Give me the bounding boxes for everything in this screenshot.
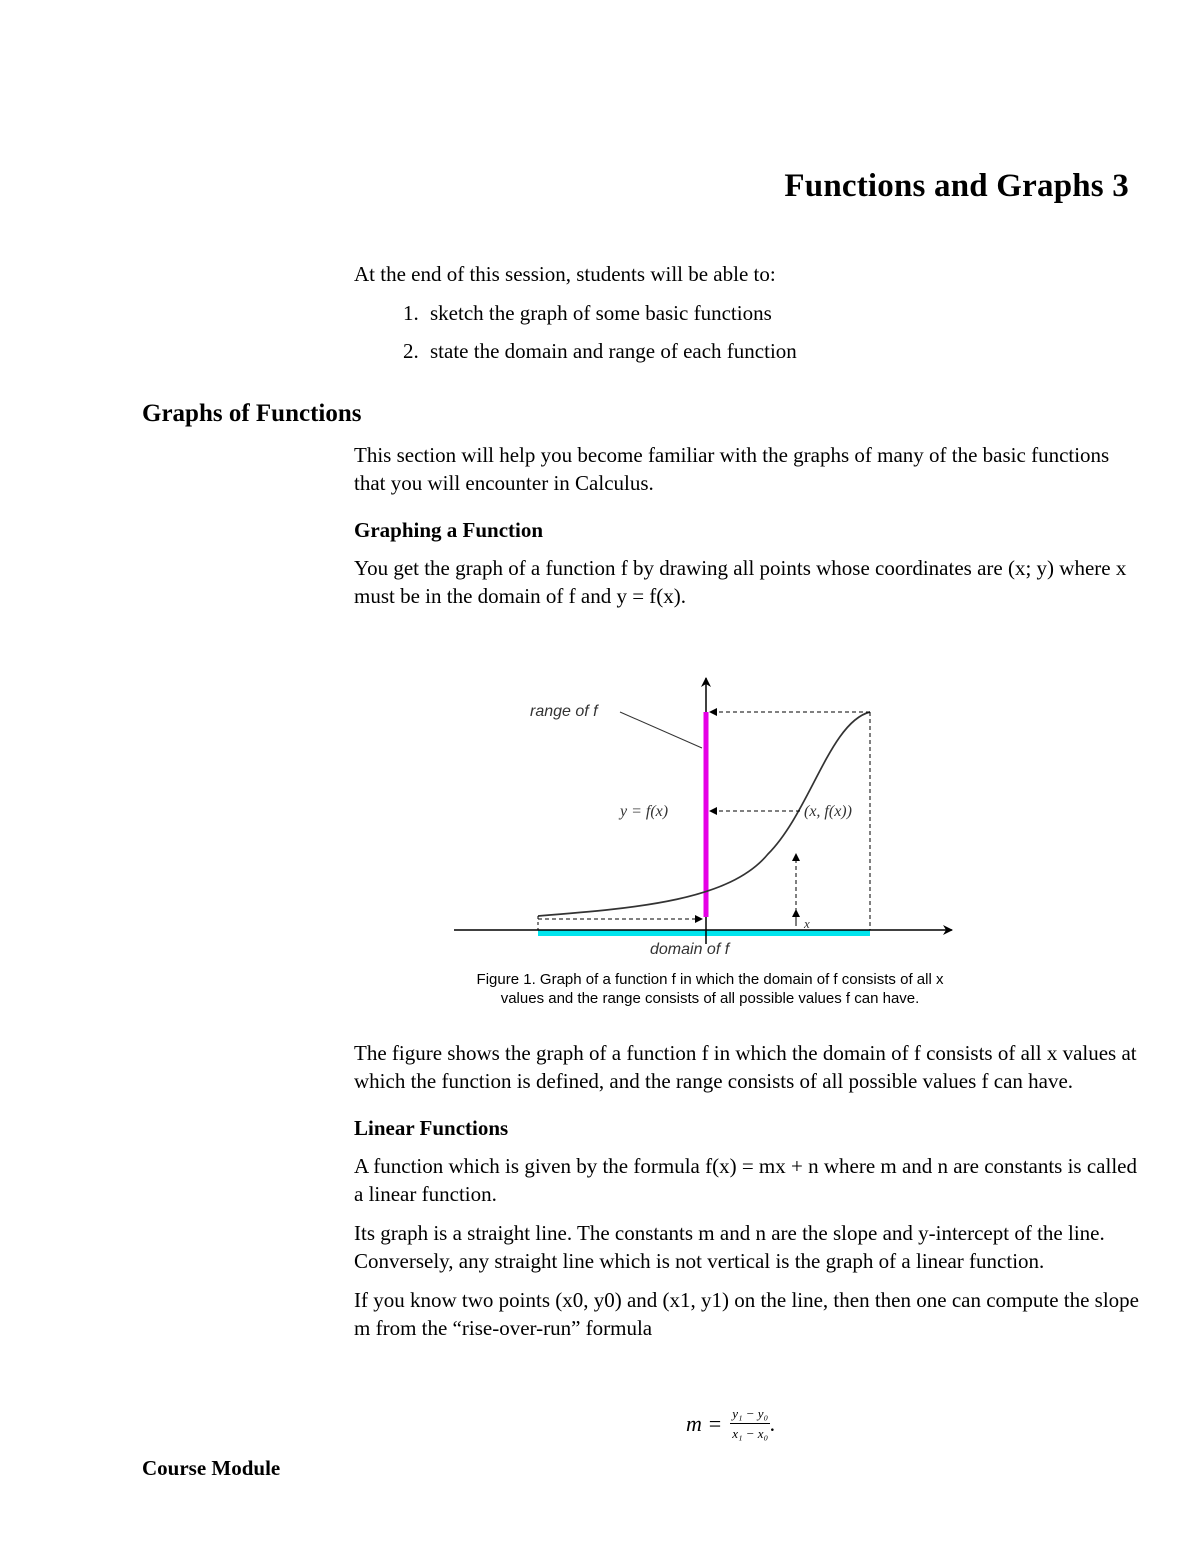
graphing-heading: Graphing a Function <box>354 518 544 542</box>
section-content <box>354 441 1144 610</box>
slope-text: If you know two points (x0, y0) and (x1, y1) on the line, then then one can compute the slope m from the “rise-over-run” formula <box>354 1288 1139 1340</box>
figure-description: The figure shows the graph of a function f in which the domain of f consists of all x values at which the function is defined, and the range consists of all possible values f can have. <box>354 1041 1137 1093</box>
caption-line: Figure 1. Graph of a function f in which the domain of f consists of all x <box>476 971 944 988</box>
footer-label: Course Module <box>142 1456 281 1480</box>
objective-item: 1. sketch the graph of some basic functions <box>424 301 797 326</box>
linear-definition: A function which is given by the formula f(x) = mx + n where m and n are constants is called a linear function. <box>354 1154 1137 1206</box>
point-label: (x, f(x)) <box>804 803 852 820</box>
formula-denominator: x₁ − x₀ <box>732 1426 769 1441</box>
caption-line: values and the range consists of all possible values f can have. <box>500 990 920 1007</box>
objective-item: 2. state the domain and range of each function <box>424 339 797 364</box>
learning-objectives <box>354 262 797 377</box>
formula-fraction <box>730 1406 770 1442</box>
section-heading: Graphs of Functions <box>142 400 362 427</box>
formula-lhs: m = <box>686 1411 723 1436</box>
objectives-intro: At the end of this session, students will be able to: <box>354 262 776 286</box>
x-label: x <box>804 916 810 931</box>
section-content-continued <box>354 1039 1144 1342</box>
function-graph-figure <box>440 662 980 1020</box>
range-leader-line <box>620 712 702 748</box>
range-label: range of f <box>530 703 598 720</box>
graphing-text: You get the graph of a function f by drawing all points whose coordinates are (x; y) where x must be in the domain of f and y = f(x). <box>354 556 1127 608</box>
objectives-list <box>354 301 797 364</box>
straight-line-text: Its graph is a straight line. The constants m and n are the slope and y-intercept of the line. Conversely, any straight line which is not vertical is the graph of a linear function. <box>354 1221 1105 1273</box>
formula-end: . <box>770 1411 776 1436</box>
y-label: y = f(x) <box>620 803 669 820</box>
slope-formula <box>686 1406 776 1442</box>
formula-numerator: y₁ − y₀ <box>730 1406 770 1424</box>
linear-functions-heading: Linear Functions <box>354 1116 509 1140</box>
section-intro: This section will help you become familiar with the graphs of many of the basic functions that you will encounter in Calculus. <box>354 443 1110 495</box>
figure-caption <box>440 970 980 1008</box>
page-title: Functions and Graphs 3 <box>784 168 1129 204</box>
function-graph-diagram <box>440 662 980 962</box>
domain-label: domain of f <box>650 941 730 958</box>
